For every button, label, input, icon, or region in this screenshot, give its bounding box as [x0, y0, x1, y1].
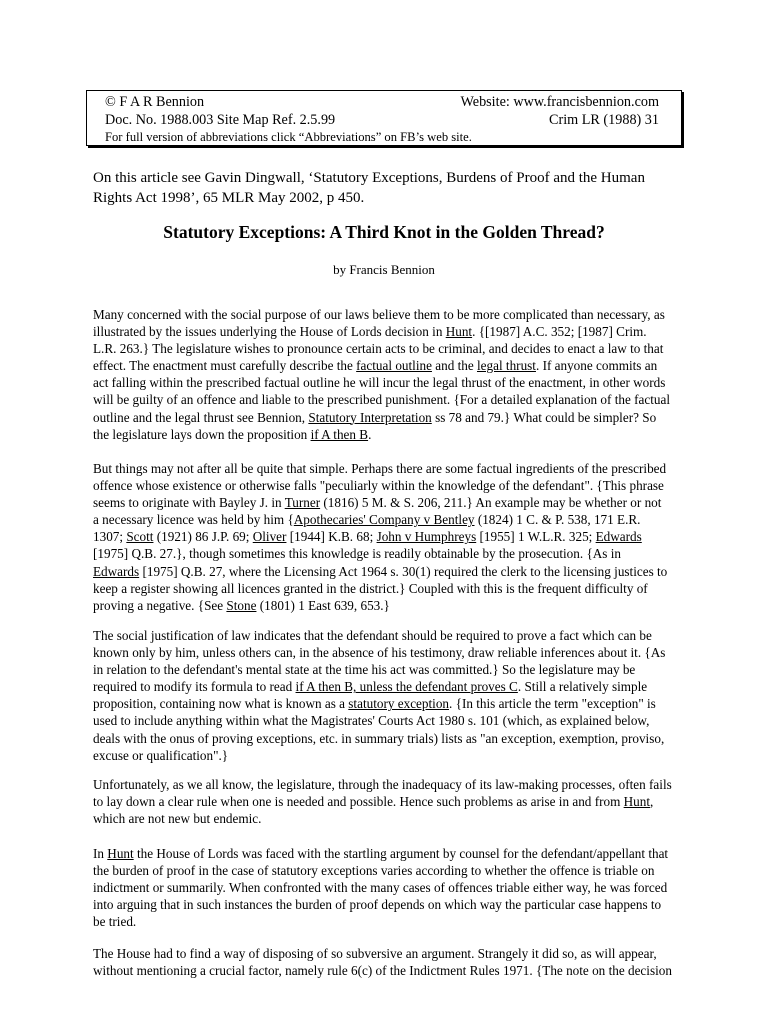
text-line: offence whose existence or otherwise falls "peculiarly within the knowledge of the defendant". {This phrase: [93, 478, 664, 494]
text-line: which are not new but endemic.: [93, 811, 262, 827]
text-line: outline and the legal thrust see Bennion, Statutory Interpretation ss 78 and 79.} What could be simpler? So: [93, 409, 657, 425]
text-line: The House had to find a way of disposing of so subversive an argument. Strangely it did so, as will appear,: [93, 946, 657, 961]
paragraph: [93, 845, 677, 930]
underlined-reference: Scott: [126, 529, 154, 545]
paragraph: [93, 776, 677, 827]
underlined-reference: Turner: [284, 495, 321, 511]
underlined-reference: Hunt: [107, 846, 134, 861]
underlined-reference: John v Humphreys: [376, 529, 477, 545]
text-line: into arguing that in such instances the burden of proof depends on which way the particular case happens to: [93, 897, 662, 913]
underlined-reference: statutory exception: [348, 696, 450, 712]
text-line: required to modify its formula to read if A then B, unless the defendant proves C. Still a relatively simple: [93, 679, 648, 695]
text-line: indictment or summarily. When confronted with the many cases of offences triable either way, he was forced: [93, 880, 668, 896]
text-line: 1307; Scott (1921) 86 J.P. 69; Oliver [1944] K.B. 68; John v Humphreys [1955] 1 W.L.R. 325; Edwards: [93, 529, 642, 545]
header-row-3: [87, 129, 681, 147]
text-line: proposition, containing now what is known as a statutory exception. {In this article the term "exception" is: [93, 696, 656, 712]
underlined-reference: if A then B: [310, 426, 369, 442]
text-line: proving a negative. {See Stone (1801) 1 East 639, 653.}: [93, 597, 390, 613]
text-line: will be guilty of an offence and liable to the prescribed punishment. {For a detailed explanation of the factual: [93, 392, 670, 408]
text-line: The social justification of law indicates that the defendant should be required to prove a fact which can be: [93, 628, 652, 643]
underlined-reference: factual outline: [356, 358, 432, 374]
header-row-1: [87, 94, 681, 112]
underlined-reference: legal thrust: [477, 358, 536, 374]
paragraph: [93, 945, 677, 979]
text-line: Unfortunately, as we all know, the legislature, through the inadequacy of its law-making processes, often fails: [93, 777, 672, 792]
text-line: to lay down a clear rule when one is needed and possible. Hence such problems as arise in and from Hunt,: [93, 794, 654, 810]
article-title: Statutory Exceptions: A Third Knot in the Golden Thread?: [163, 222, 605, 242]
text-line: excuse or qualification".}: [93, 747, 229, 763]
text-line: known only by him, unless others can, in the absence of his testimony, draw reliable inferences about it. {As: [93, 645, 666, 661]
website-text: Website: www.francisbennion.com: [460, 94, 659, 110]
text-line: deals with the onus of proving exceptions, etc. in summary trials) lists as "an exception, exemption, proviso,: [93, 730, 665, 746]
text-line: without mentioning a crucial factor, namely rule 6(c) of the Indictment Rules 1971. {The note on the decision: [93, 963, 672, 979]
underlined-reference: Edwards: [595, 529, 642, 545]
paragraph: [93, 460, 677, 614]
text-line: illustrated by the issues underlying the House of Lords decision in Hunt. {[1987] A.C. 352; [1987] Crim.: [93, 324, 647, 340]
text-line: act falling within the prescribed factual outline he will incur the legal thrust of the enactment, in other words: [93, 375, 666, 391]
text-line: In Hunt the House of Lords was faced with the startling argument by counsel for the defendant/appellant that: [93, 846, 669, 861]
intro-note-line: On this article see Gavin Dingwall, ‘Statutory Exceptions, Burdens of Proof and the Human: [93, 170, 645, 186]
text-line: keep a register showing all licences granted in the district.} Coupled with this is the frequent difficulty of: [93, 580, 648, 596]
underlined-reference: Statutory Interpretation: [308, 409, 432, 425]
paragraph: [93, 306, 677, 443]
header-box: [86, 90, 682, 146]
underlined-reference: Oliver: [252, 529, 287, 545]
abbreviation-note: For full version of abbreviations click “Abbreviations” on FB’s web site.: [105, 130, 472, 144]
intro-note: [93, 168, 673, 208]
underlined-reference: if A then B, unless the defendant proves C: [295, 679, 518, 695]
text-line: L.R. 263.} The legislature wishes to pronounce certain acts to be criminal, and decides to enact a law to that: [93, 341, 664, 357]
text-line: a necessary licence was held by him {Apothecaries' Company v Bentley (1824) 1 C. & P. 538, 171 E.R.: [93, 512, 641, 528]
citation: Crim LR (1988) 31: [549, 111, 659, 128]
text-line: seems to originate with Bayley J. in Turner (1816) 5 M. & S. 206, 211.} An example may be whether or not: [93, 495, 662, 511]
article-byline: by Francis Bennion: [333, 262, 435, 277]
text-line: the burden of proof in the case of statutory exceptions varies according to whether the offence is triable on: [93, 863, 655, 879]
underlined-reference: Apothecaries' Company v Bentley: [293, 512, 475, 528]
intro-note-line: Rights Act 1998’, 65 MLR May 2002, p 450.: [93, 190, 365, 206]
text-line: Edwards [1975] Q.B. 27, where the Licensing Act 1964 s. 30(1) required the clerk to the licensing justices to: [93, 563, 668, 579]
text-line: in relation to the defendant's mental state at the time his act was committed.} So the legislature may be: [93, 662, 636, 678]
text-line: But things may not after all be quite that simple. Perhaps there are some factual ingredients of the prescribed: [93, 461, 667, 476]
text-line: [1975] Q.B. 27.}, though sometimes this knowledge is readily obtainable by the prosecution. {As in: [93, 546, 621, 562]
text-line: be tried.: [93, 914, 137, 930]
text-line: the legislature lays down the proposition if A then B.: [93, 426, 372, 442]
doc-reference: Doc. No. 1988.003 Site Map Ref. 2.5.99: [105, 111, 336, 128]
underlined-reference: Hunt: [623, 794, 651, 810]
header-row-2: [87, 112, 681, 130]
underlined-reference: Stone: [226, 597, 257, 613]
paragraph: [93, 627, 677, 764]
underlined-reference: Edwards: [93, 563, 140, 579]
copyright-notice: © F A R Bennion: [105, 94, 205, 110]
text-line: used to include anything within what the Magistrates' Courts Act 1980 s. 101 (which, as explained below,: [93, 713, 650, 729]
underlined-reference: Hunt: [445, 324, 473, 340]
text-line: effect. The enactment must carefully describe the factual outline and the legal thrust. If anyone commits an: [93, 358, 658, 374]
text-line: Many concerned with the social purpose of our laws believe them to be more complicated than necessary, as: [93, 307, 665, 322]
